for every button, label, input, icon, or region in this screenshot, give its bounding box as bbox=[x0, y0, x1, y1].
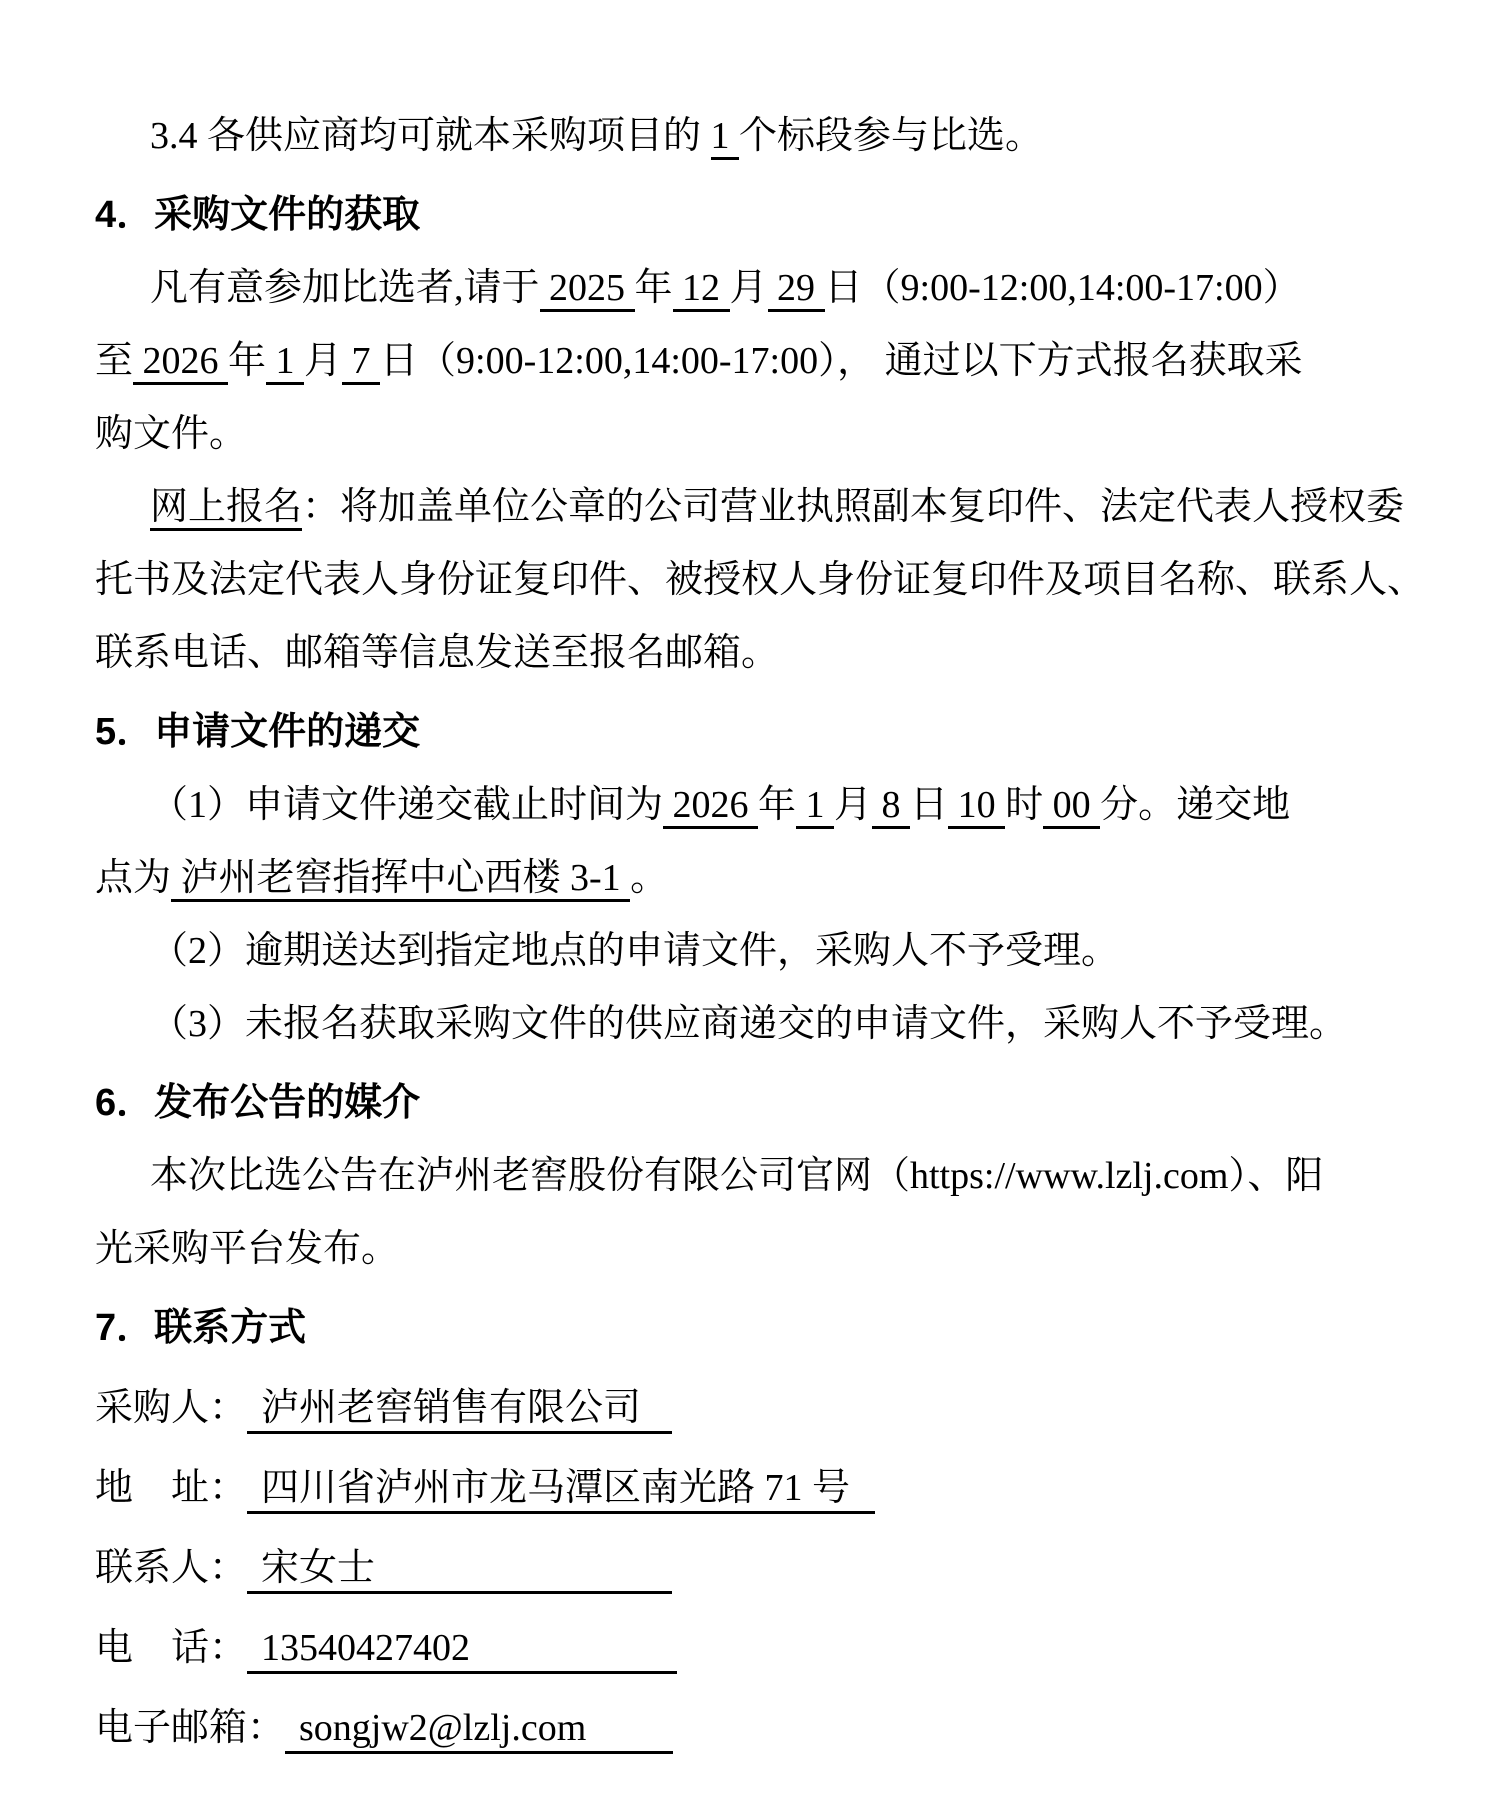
filled-blank-deadline-minute: 00 bbox=[1043, 784, 1100, 829]
field-label-purchaser: 采购人： bbox=[95, 1387, 248, 1429]
clause-3-4 bbox=[95, 100, 1414, 173]
filled-blank-contact-person: 宋女士 bbox=[247, 1545, 672, 1594]
paragraph-online-registration-line-2: 托书及法定代表人身份证复印件、被授权人身份证复印件及项目名称、联系人、 bbox=[95, 559, 1426, 601]
filled-blank-start-month: 12 bbox=[673, 267, 730, 312]
paragraph-online-registration-line-3: 联系电话、邮箱等信息发送至报名邮箱。 bbox=[95, 632, 780, 674]
filled-blank-address: 四川省泸州市龙马潭区南光路 71 号 bbox=[247, 1465, 875, 1514]
paragraph-unregistered-submission: （3）未报名获取采购文件的供应商递交的申请文件，采购人不予受理。 bbox=[150, 1003, 1348, 1045]
filled-blank-lot-count: 1 bbox=[711, 115, 740, 160]
filled-blank-end-year: 2026 bbox=[133, 340, 228, 385]
heading-section-5: 5．申请文件的递交 bbox=[95, 711, 421, 753]
text-run: 点为 bbox=[95, 857, 172, 899]
filled-blank-start-year: 2025 bbox=[540, 267, 635, 312]
filled-blank-phone-number: 13540427402 bbox=[247, 1625, 677, 1674]
underlined-term-online-registration: 网上报名 bbox=[150, 486, 302, 531]
text-run: 月 bbox=[729, 267, 768, 309]
filled-blank-end-day: 7 bbox=[342, 340, 380, 385]
text-run: 个标段参与比选。 bbox=[739, 115, 1044, 157]
filled-blank-deadline-day: 8 bbox=[872, 784, 910, 829]
field-label-contact-person: 联系人： bbox=[95, 1547, 248, 1589]
filled-blank-purchaser-name: 泸州老窖销售有限公司 bbox=[247, 1385, 672, 1434]
text-run: 月 bbox=[834, 784, 873, 826]
filled-blank-deadline-month: 1 bbox=[796, 784, 834, 829]
paragraph-announcement-media-line-2: 光采购平台发布。 bbox=[95, 1228, 400, 1270]
text-run: 3.4 各供应商均可就本采购项目的 bbox=[150, 115, 711, 157]
contact-row-phone bbox=[95, 1612, 1414, 1685]
paragraph-registration-period-line-3: 购文件。 bbox=[95, 413, 248, 455]
text-run: 。 bbox=[630, 857, 669, 899]
text-run: 年 bbox=[228, 340, 267, 382]
text-run: 凡有意参加比选者,请于 bbox=[150, 267, 540, 309]
text-run: 年 bbox=[758, 784, 797, 826]
filled-blank-start-day: 29 bbox=[768, 267, 825, 312]
heading-section-6: 6．发布公告的媒介 bbox=[95, 1082, 421, 1124]
field-label-address: 地 址： bbox=[95, 1467, 248, 1509]
field-label-phone: 电 话： bbox=[95, 1627, 248, 1669]
text-run: 月 bbox=[304, 340, 343, 382]
contact-row-email bbox=[95, 1692, 1414, 1765]
paragraph-registration-period-line-2 bbox=[95, 325, 1414, 398]
text-run: ：将加盖单位公章的公司营业执照副本复印件、法定代表人授权委 bbox=[302, 486, 1405, 528]
text-run: 分。递交地 bbox=[1100, 784, 1291, 826]
filled-blank-end-month: 1 bbox=[266, 340, 304, 385]
filled-blank-email-address: songjw2@lzlj.com bbox=[285, 1705, 673, 1754]
text-run: 年 bbox=[634, 267, 673, 309]
text-run: 至 bbox=[95, 340, 134, 382]
paragraph-late-submission: （2）逾期送达到指定地点的申请文件，采购人不予受理。 bbox=[150, 930, 1120, 972]
heading-section-4: 4．采购文件的获取 bbox=[95, 194, 421, 236]
contact-row-person bbox=[95, 1532, 1414, 1605]
paragraph-deadline-line-2 bbox=[95, 842, 1414, 915]
field-label-email: 电子邮箱： bbox=[95, 1707, 286, 1749]
heading-section-7: 7．联系方式 bbox=[95, 1307, 307, 1349]
contact-row-address bbox=[95, 1452, 1414, 1525]
paragraph-online-registration-line-1 bbox=[95, 471, 1414, 544]
text-run: （1）申请文件递交截止时间为 bbox=[150, 784, 664, 826]
paragraph-registration-period-line-1 bbox=[95, 252, 1414, 325]
text-run: 时 bbox=[1005, 784, 1044, 826]
paragraph-announcement-media-line-1: 本次比选公告在泸州老窖股份有限公司官网（https://www.lzlj.com）、阳 bbox=[150, 1155, 1324, 1197]
filled-blank-submission-location: 泸州老窖指挥中心西楼 3-1 bbox=[171, 857, 630, 902]
filled-blank-deadline-year: 2026 bbox=[663, 784, 758, 829]
text-run: 日（9:00-12:00,14:00-17:00）， 通过以下方式报名获取采 bbox=[380, 340, 1303, 382]
paragraph-deadline-line-1 bbox=[95, 769, 1414, 842]
contact-row-purchaser bbox=[95, 1372, 1414, 1445]
text-run: 日（9:00-12:00,14:00-17:00） bbox=[824, 267, 1301, 309]
text-run: 日 bbox=[910, 784, 949, 826]
filled-blank-deadline-hour: 10 bbox=[948, 784, 1005, 829]
